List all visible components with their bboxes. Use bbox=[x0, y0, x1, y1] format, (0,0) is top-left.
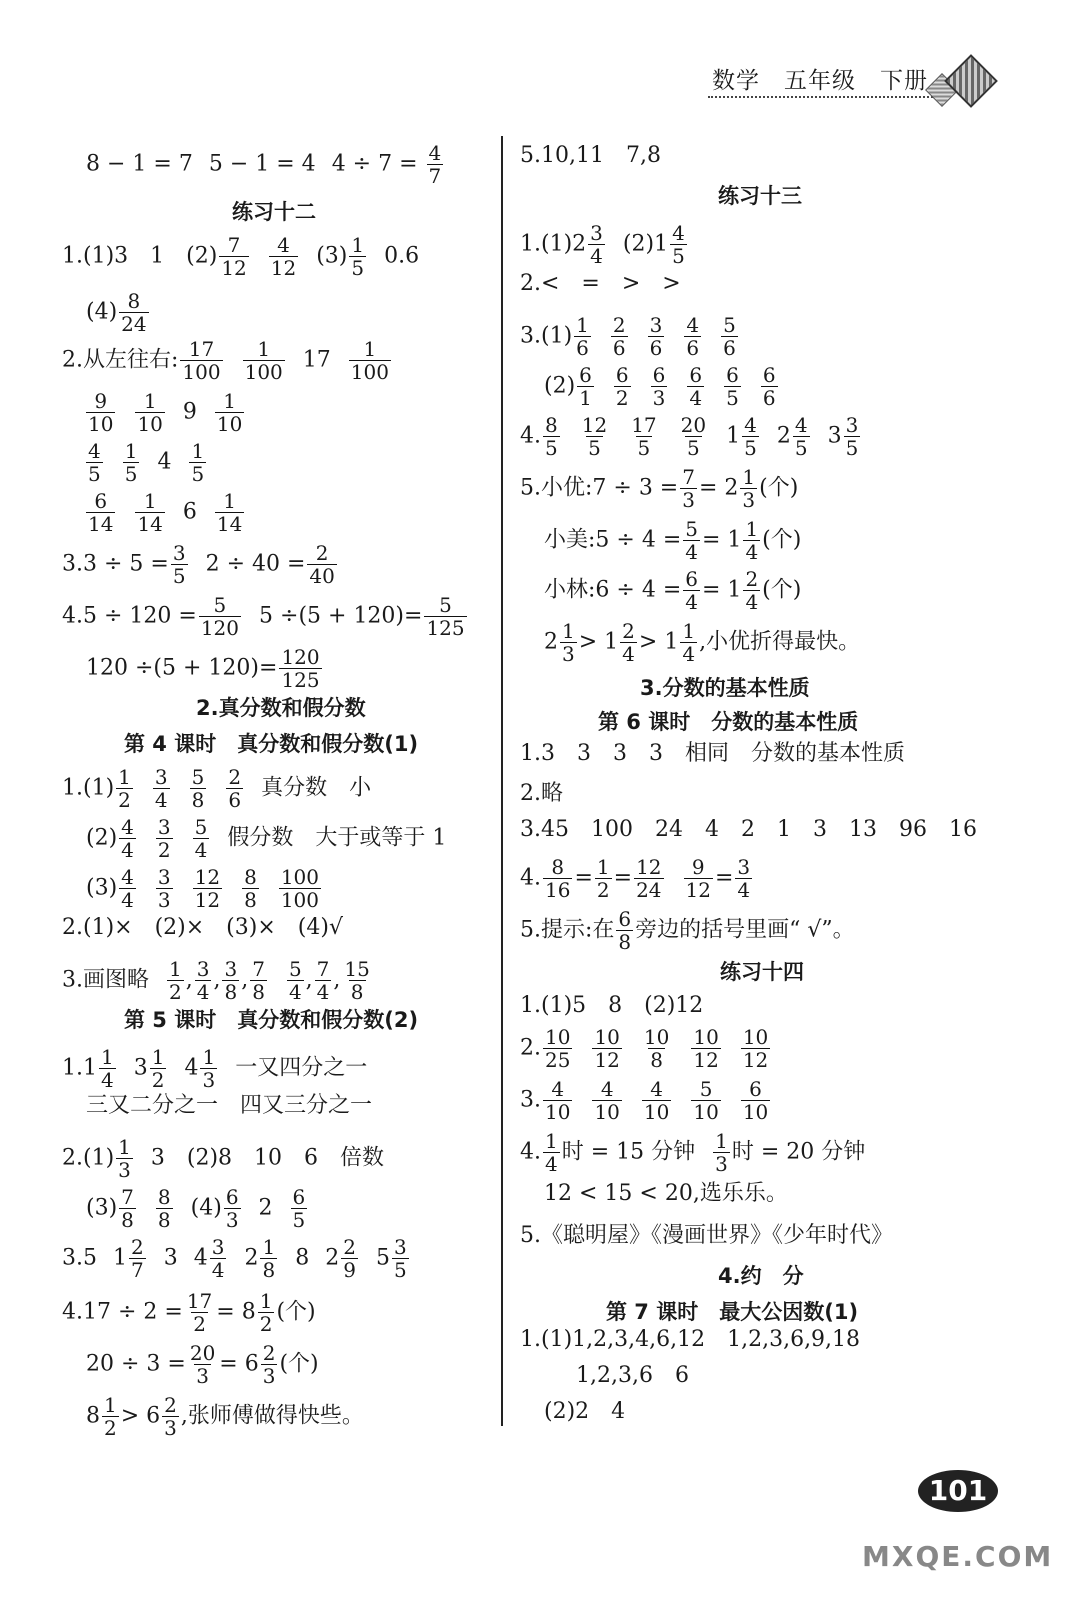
answer-line: (2)2 4 bbox=[544, 1399, 626, 1424]
watermark: MXQE.COM bbox=[862, 1540, 1054, 1573]
answer-line: 5.《聪明屋》《漫画世界》《少年时代》 bbox=[520, 1223, 893, 1248]
header-subject: 数学 bbox=[712, 68, 760, 94]
answer-line: 20 ÷ 3 = $\frac{20}{3}$ = 6 $\frac{2}{3}$ (个) bbox=[86, 1341, 319, 1388]
ex14-title: 练习十四 bbox=[720, 960, 804, 984]
header-rule bbox=[708, 96, 940, 98]
answer-line: 3.(1) $\frac{1}{6}$ $\frac{2}{6}$ $\frac{3}{6}$ $\frac{4}{6}$ $\frac{5}{6}$ bbox=[520, 313, 736, 360]
answer-line: 3.5 1 $\frac{2}{7}$ 3 4 $\frac{3}{4}$ 2 $\frac{1}{8}$ 8 2 $\frac{2}{9}$ 5 $\frac{3}{5}$ bbox=[62, 1235, 407, 1282]
answer-line: 4.17 ÷ 2 = $\frac{17}{2}$ = 8 $\frac{1}{2}$ (个) bbox=[62, 1289, 316, 1336]
answer-line: 3. $\frac{4}{10}$ $\frac{4}{10}$ $\frac{4}{10}$ $\frac{5}{10}$ $\frac{6}{10}$ bbox=[520, 1077, 769, 1124]
section4-title: 4.约 分 bbox=[718, 1264, 804, 1288]
answer-line: 3.45 100 24 4 2 1 3 13 96 16 bbox=[520, 817, 977, 842]
answer-line: (4) $\frac{8}{24}$ bbox=[86, 289, 147, 336]
ex13-title: 练习十三 bbox=[718, 184, 802, 208]
answer-line: 1.3 3 3 3 相同 分数的基本性质 bbox=[520, 741, 905, 766]
answer-line: (3) $\frac{4}{4}$ $\frac{3}{3}$ $\frac{12}{12}$ $\frac{8}{8}$ $\frac{100}{100}$ bbox=[86, 865, 320, 912]
section2-title: 2.真分数和假分数 bbox=[196, 696, 366, 720]
answer-line: (3) $\frac{7}{8}$ $\frac{8}{8}$ (4) $\frac{6}{3}$ 2 $\frac{6}{5}$ bbox=[86, 1185, 306, 1232]
answer-line: $\frac{4}{5}$ $\frac{1}{5}$ 4 $\frac{1}{5}$ bbox=[88, 439, 205, 486]
answer-line: 2.(1) $\frac{1}{3}$ 3 (2)8 10 6 倍数 bbox=[62, 1135, 385, 1182]
answer-line: 120 ÷(5 + 120)= $\frac{120}{125}$ bbox=[86, 645, 320, 692]
answer-line: 5.提示:在 $\frac{6}{8}$ 旁边的括号里画“ √”。 bbox=[520, 907, 855, 954]
lesson7-title: 第 7 课时 最大公因数(1) bbox=[606, 1300, 859, 1324]
answer-line: (2) $\frac{6}{1}$ $\frac{6}{2}$ $\frac{6}{3}$ $\frac{6}{4}$ $\frac{6}{5}$ $\frac{6}{6}$ bbox=[544, 363, 776, 410]
answer-line: 2.< = > > bbox=[520, 271, 681, 296]
answer-line: 2.(1)× (2)× (3)× (4)√ bbox=[62, 915, 343, 940]
answer-line: 2.略 bbox=[520, 781, 563, 806]
answer-line: 5.10,11 7,8 bbox=[520, 143, 661, 168]
answer-line: 三又二分之一 四又三分之一 bbox=[86, 1093, 373, 1118]
answer-line: 2.从左往右: $\frac{17}{100}$ $\frac{1}{100}$ 17 $\frac{1}{100}$ bbox=[62, 337, 389, 384]
answer-line: 小美:5 ÷ 4 = $\frac{5}{4}$ = 1 $\frac{1}{4}$ (个) bbox=[544, 517, 802, 564]
header-grade: 五年级 bbox=[784, 68, 856, 94]
lesson5-title: 第 5 课时 真分数和假分数(2) bbox=[124, 1008, 419, 1032]
answer-line: 4. $\frac{8}{16}$ = $\frac{1}{2}$ = $\frac{12}{24}$ $\frac{9}{12}$ = $\frac{3}{4}$ bbox=[520, 855, 751, 902]
answer-line: 12 < 15 < 20,选乐乐。 bbox=[544, 1181, 788, 1206]
answer-line: 3.画图略 $\frac{1}{2}$ , $\frac{3}{4}$ , $\frac{3}{8}$ , $\frac{7}{8}$ $\frac{5}{4}$ , $\frac{7}{4}$ , $\frac{15}{8}$ bbox=[62, 957, 370, 1004]
lesson6-title: 第 6 课时 分数的基本性质 bbox=[598, 710, 859, 734]
answer-line: 5.小优:7 ÷ 3 = $\frac{7}{3}$ = 2 $\frac{1}{3}$ (个) bbox=[520, 465, 799, 512]
answer-line: 1.(1)2 $\frac{3}{4}$ (2)1 $\frac{4}{5}$ bbox=[520, 221, 685, 268]
header-volume: 下册 bbox=[880, 68, 928, 94]
answer-line: 4.5 ÷ 120 = $\frac{5}{120}$ 5 ÷(5 + 120)= $\frac{5}{125}$ bbox=[62, 593, 465, 640]
answer-line: 1.1 $\frac{1}{4}$ 3 $\frac{1}{2}$ 4 $\frac{1}{3}$ 一又四分之一 bbox=[62, 1045, 368, 1092]
ex12-title: 练习十二 bbox=[232, 200, 316, 224]
answer-line: 2. $\frac{10}{25}$ $\frac{10}{12}$ $\frac{10}{8}$ $\frac{10}{12}$ $\frac{10}{12}$ bbox=[520, 1025, 769, 1072]
lesson4-title: 第 4 课时 真分数和假分数(1) bbox=[124, 732, 419, 756]
answer-line: 1.(1)3 1 (2) $\frac{7}{12}$ $\frac{4}{12}$ (3) $\frac{1}{5}$ 0.6 bbox=[62, 233, 420, 280]
answer-line: 2 $\frac{1}{3}$ > 1 $\frac{2}{4}$ > 1 $\frac{1}{4}$ ,小优折得最快。 bbox=[544, 619, 861, 666]
answer-line: 3.3 ÷ 5 = $\frac{3}{5}$ 2 ÷ 40 = $\frac{2}{40}$ bbox=[62, 541, 335, 588]
answer-line: 小林:6 ÷ 4 = $\frac{6}{4}$ = 1 $\frac{2}{4}$ (个) bbox=[544, 567, 802, 614]
answer-line: 4. $\frac{1}{4}$ 时 = 15 分钟 $\frac{1}{3}$ 时 = 20 分钟 bbox=[520, 1129, 866, 1176]
answer-line: 4. $\frac{8}{5}$ $\frac{12}{5}$ $\frac{17}{5}$ $\frac{20}{5}$ 1 $\frac{4}{5}$ 2 $\frac{4}{5}$ 3 $\frac{3}{5}$ bbox=[520, 413, 859, 460]
answer-line: 1.(1)1,2,3,4,6,12 1,2,3,6,9,18 bbox=[520, 1327, 861, 1352]
answer-line: 1.(1)5 8 (2)12 bbox=[520, 993, 704, 1018]
page-number: 101 bbox=[918, 1470, 998, 1512]
answer-line: 1.(1) $\frac{1}{2}$ $\frac{3}{4}$ $\frac{5}{8}$ $\frac{2}{6}$ 真分数 小 bbox=[62, 765, 372, 812]
decor-diamond bbox=[944, 54, 998, 108]
answer-line: $\frac{6}{14}$ $\frac{1}{14}$ 6 $\frac{1}{14}$ bbox=[88, 489, 243, 536]
answer-line: (2) $\frac{4}{4}$ $\frac{3}{2}$ $\frac{5}{4}$ 假分数 大于或等于 1 bbox=[86, 815, 447, 862]
answer-line: 1,2,3,6 6 bbox=[576, 1363, 689, 1388]
section3-title: 3.分数的基本性质 bbox=[640, 676, 810, 700]
answer-line: $\frac{9}{10}$ $\frac{1}{10}$ 9 $\frac{1}{10}$ bbox=[88, 389, 243, 436]
page-header bbox=[712, 62, 952, 95]
answer-line: 8 $\frac{1}{2}$ > 6 $\frac{2}{3}$ ,张师傅做得快些。 bbox=[86, 1393, 364, 1440]
column-divider bbox=[501, 136, 503, 1426]
answer-line: 8 − 1 = 7 5 − 1 = 4 4 ÷ 7 = $\frac{4}{7}$ bbox=[86, 141, 442, 188]
